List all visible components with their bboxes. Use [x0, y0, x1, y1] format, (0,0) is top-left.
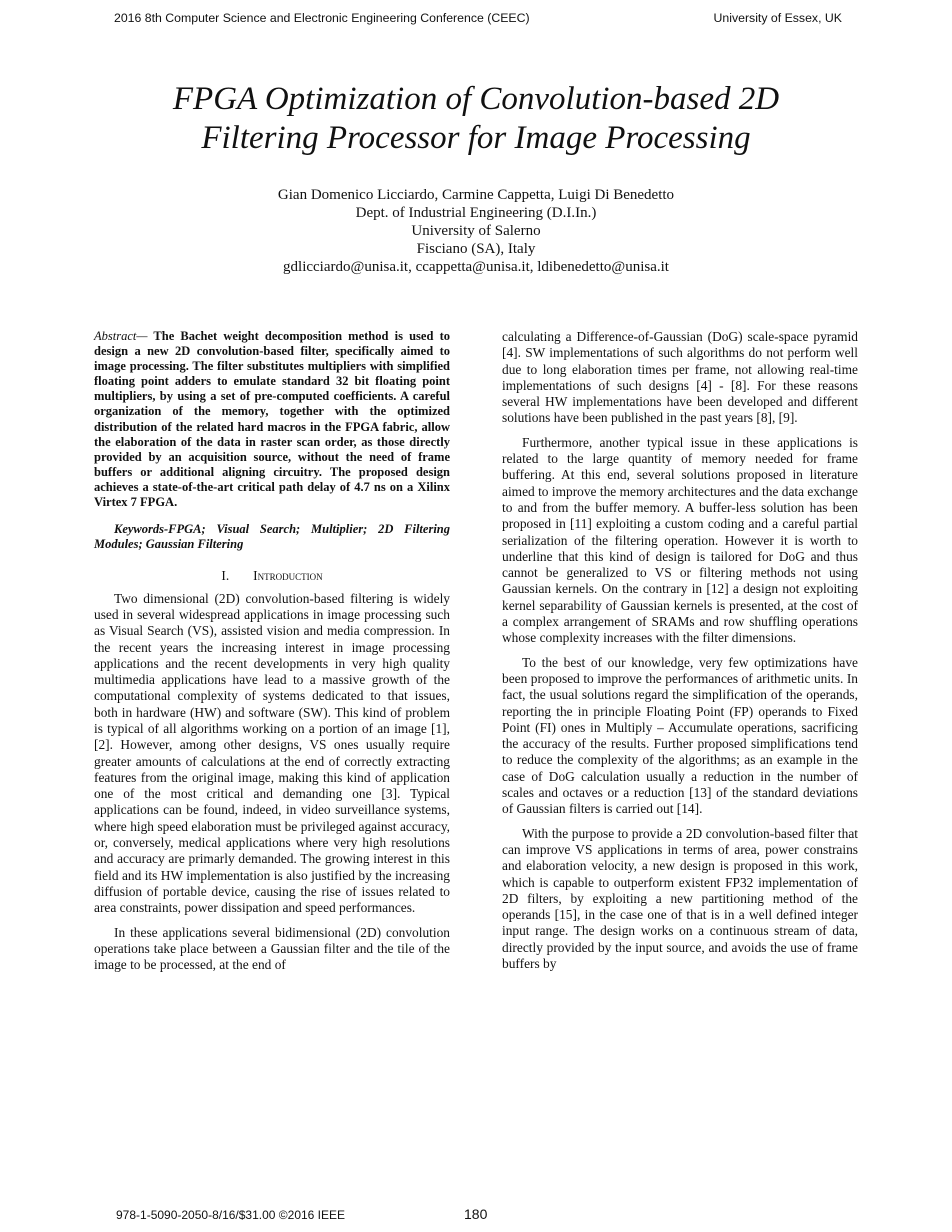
author-university: University of Salerno	[411, 223, 541, 239]
section-title: Introduction	[253, 568, 323, 584]
author-names: Gian Domenico Licciardo, Carmine Cappetta, Luigi Di Benedetto	[277, 187, 675, 203]
abstract-text: The Bachet weight decomposition method is used to design a new 2D convolution-based filter, specifically aimed to image processing. The filter substitutes multipliers with simplified floating point adders to emulate standard 32 bit floating point multipliers, by using a set of pre-computed coefficients. A careful organization of the memory, together with the optimized distribution of the related hard macros in the FPGA fabric, allow the elaboration of the data in raster scan order, as those directly provided by an acquisition source, without the need of frame buffers or additional aligning circuitry. The proposed design achieves a state-of-the-art critical path delay of 4.7 ns on a Xilinx Virtex 7 FPGA.	[94, 329, 450, 510]
paper-title-line-1: FPGA Optimization of Convolution-based 2D	[172, 81, 780, 117]
footer-copyright: 978-1-5090-2050-8/16/$31.00 ©2016 IEEE	[116, 1208, 346, 1222]
paragraph: With the purpose to provide a 2D convolution-based filter that can improve VS applications in terms of area, power constrains and elaboration velocity, a new design is proposed in this work, which is capable to outperform existent FP32 implementation of 2D filters, by exploiting a new partitioning method of the operands [15], in the case one of that is in a well defined integer input range. The design works on a continuous stream of data, directly provided by the input source, and avoids the use of frame buffers by	[502, 825, 858, 971]
paragraph: calculating a Difference-of-Gaussian (DoG) scale-space pyramid [4]. SW implementations of such algorithms do not perform well due to long elaboration times per frame, not allowing real-time implementations of such designs [4] - [8]. For these reasons several HW implementations have been developed and different solutions have been published in the past years [8], [9].	[502, 329, 858, 426]
left-column	[94, 329, 450, 981]
page-number: 180	[464, 1206, 488, 1222]
abstract	[94, 329, 450, 510]
author-emails: gdlicciardo@unisa.it, ccappetta@unisa.it, ldibenedetto@unisa.it	[283, 259, 669, 275]
section-number: I.	[221, 568, 230, 584]
running-header-venue: University of Essex, UK	[713, 11, 842, 25]
keywords: Keywords-FPGA; Visual Search; Multiplier; 2D Filtering Modules; Gaussian Filtering	[94, 522, 450, 552]
author-department: Dept. of Industrial Engineering (D.I.In.)	[355, 205, 597, 221]
abstract-label: Abstract—	[94, 329, 148, 343]
paragraph: To the best of our knowledge, very few optimizations have been proposed to improve the performances of arithmetic units. In fact, the usual solutions regard the simplification of the operands, reporting the in principle Floating Point (FP) operands to Fixed Point (FI) ones in Multiply – Accumulate operations, sacrificing the accuracy of the results. Further proposed simplifications tend to reduce the complexity of the algorithms; as an example in the case of DoG calculation usually a reduction in the number of scales and octaves or a reduction [13] of the standard deviations of Gaussian filters is carried out [14].	[502, 654, 858, 817]
section-heading-introduction	[94, 568, 450, 584]
author-city: Fisciano (SA), Italy	[416, 241, 536, 257]
paper-title-line-2: Filtering Processor for Image Processing	[201, 120, 751, 156]
paragraph: Furthermore, another typical issue in these applications is related to the large quantity of memory needed for frame buffering. At this end, several solutions proposed in literature aimed to improve the memory architectures and the data exchange to and from the buffer memory. A buffer-less solution has been proposed in [11] exploiting a custom coding and a careful partial serialization of the filtering operation. However it is worth to underline that this kind of design is tailored for DoG and thus cannot be generalized to VS or filtering methods not using Gaussian kernels. On the contrary in [12] a design not exploiting kernel separability of Gaussian kernels is presented, at the cost of a complex arrangement of SRAMs and row shuffling operations whose complexity increases with the filter dimensions.	[502, 434, 858, 646]
running-header-conference: 2016 8th Computer Science and Electronic Engineering Conference (CEEC)	[114, 11, 530, 25]
paragraph: Two dimensional (2D) convolution-based filtering is widely used in several widespread applications in image processing such as Visual Search (VS), assisted vision and media compression. In the recent years the increasing interest in image processing applications and the recent developments in very high quality multimedia applications have lead to a massive growth of the computational complexity of systems dedicated to that issues, both in hardware (HW) and software (SW). This kind of problem is typical of all algorithms working on a portion of an image [1], [2]. However, among other designs, VS ones usually require greater amounts of calculations at the end of correctly extracting features from the original image, making this kind of application one of the most critical and demanding one [3]. Typical applications can be found, indeed, in video surveillance systems, where high speed elaboration must be privileged against accuracy, or, conversely, medical applications where very high resolutions and accuracy are primarly demanded. The growing interest in this field and its HW implementation is also justified by the increasing diffusion of portable device, causing the rise of issues related to area constraints, power dissipation and speed performances.	[94, 590, 450, 916]
paper-title	[60, 80, 892, 158]
right-column	[502, 329, 858, 980]
paragraph: In these applications several bidimensional (2D) convolution operations take place between a Gaussian filter and the tile of the image to be processed, at the end of	[94, 924, 450, 973]
author-block	[120, 186, 832, 276]
